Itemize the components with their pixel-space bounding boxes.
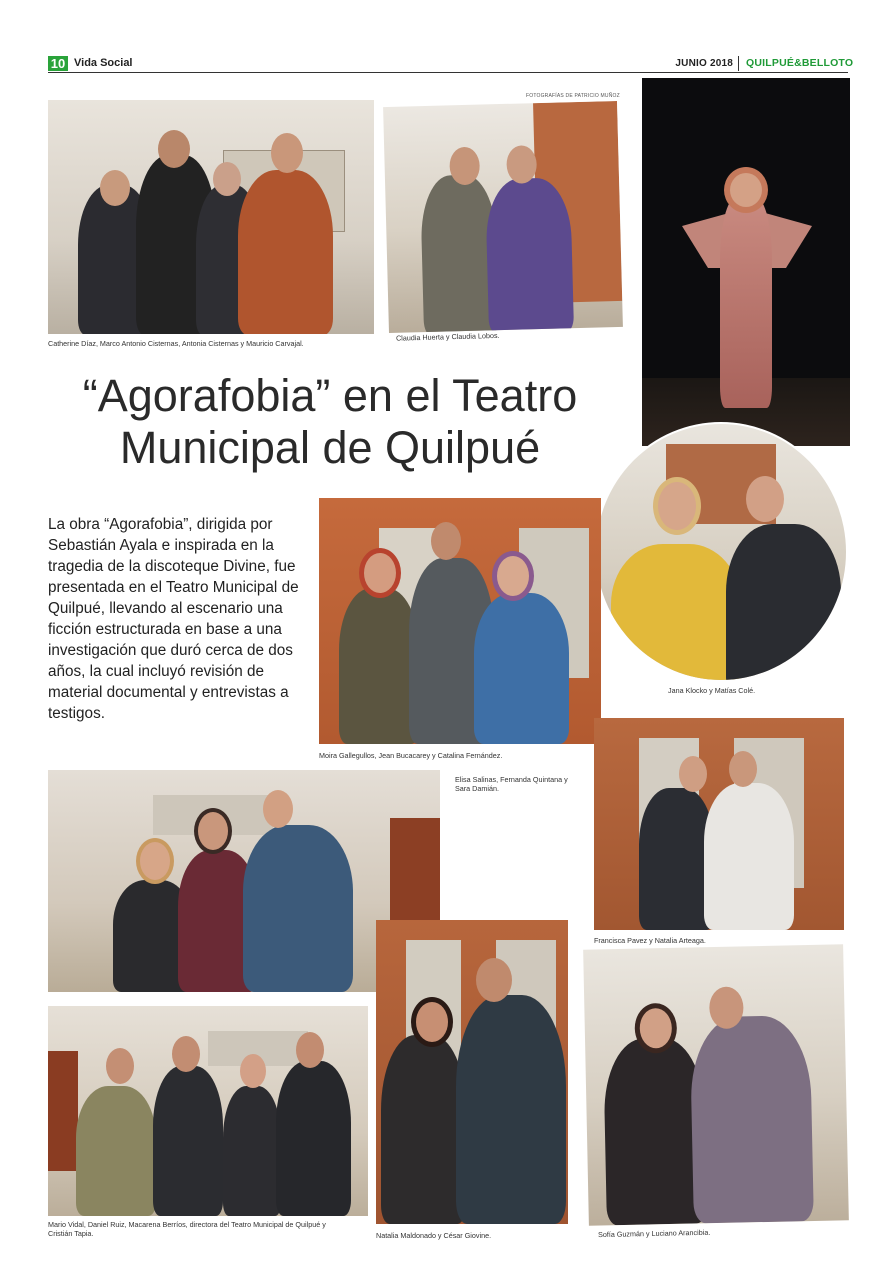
section-name: Vida Social [74,57,133,69]
caption-photo-8: Mario Vidal, Daniel Ruiz, Macarena Berríos, directora del Teatro Municipal de Quilpué y Cristián Tapia. [48,1220,326,1238]
photo-credit: FOTOGRAFÍAS DE PATRICIO MUÑOZ [526,93,620,99]
publication-brand: QUILPUÉ&BELLOTO [746,57,854,69]
article-body: La obra “Agorafobia”, dirigida por Sebastián Ayala e inspirada en la tragedia de la discoteque Divine, fue presentada en el Teatro Municipal de Quilpué, llevando al escenario una ficción estructurada en base a una investigación que duró cerca de dos años, la cual incluyó revisión de material documental y entrevistas a testigos. [48,516,299,722]
article-title-line-1: “Agorafobia” en el Teatro [82,370,578,421]
photo-trio-red-door [319,498,601,744]
caption-photo-9: Natalia Maldonado y César Giovine. [376,1231,492,1240]
photo-circle-couple [594,422,848,682]
caption-photo-4: Jana Klocko y Matías Colé. [668,686,756,695]
caption-photo-6: Elisa Salinas, Fernanda Quintana y Sara Damián. [455,775,568,793]
photo-stage-performer [642,78,850,446]
photo-two-women-doors [594,718,844,930]
photo-couple-doors [376,920,568,1224]
article-title-line-2: Municipal de Quilpué [119,422,541,473]
photo-four-group [48,1006,368,1216]
page-number: 10 [48,56,68,71]
issue-date: JUNIO 2018 [675,58,733,69]
header-rule [48,72,848,73]
photo-couple-hall [583,944,849,1225]
caption-photo-5: Moira Gallegullos, Jean Bucacarey y Catalina Fernández. [319,751,503,760]
photo-two-claudias [383,101,623,333]
photo-family-group [48,100,374,334]
caption-photo-10: Sofía Guzmán y Luciano Arancibia. [597,1227,711,1240]
caption-photo-7: Francisca Pavez y Natalia Arteaga. [594,936,706,945]
caption-photo-2: Claudia Huerta y Claudia Lobos. [395,330,500,343]
article-title [60,370,600,474]
header-separator [738,56,739,71]
caption-photo-1: Catherine Díaz, Marco Antonio Cisternas, Antonia Cisternas y Mauricio Carvajal. [48,339,304,348]
